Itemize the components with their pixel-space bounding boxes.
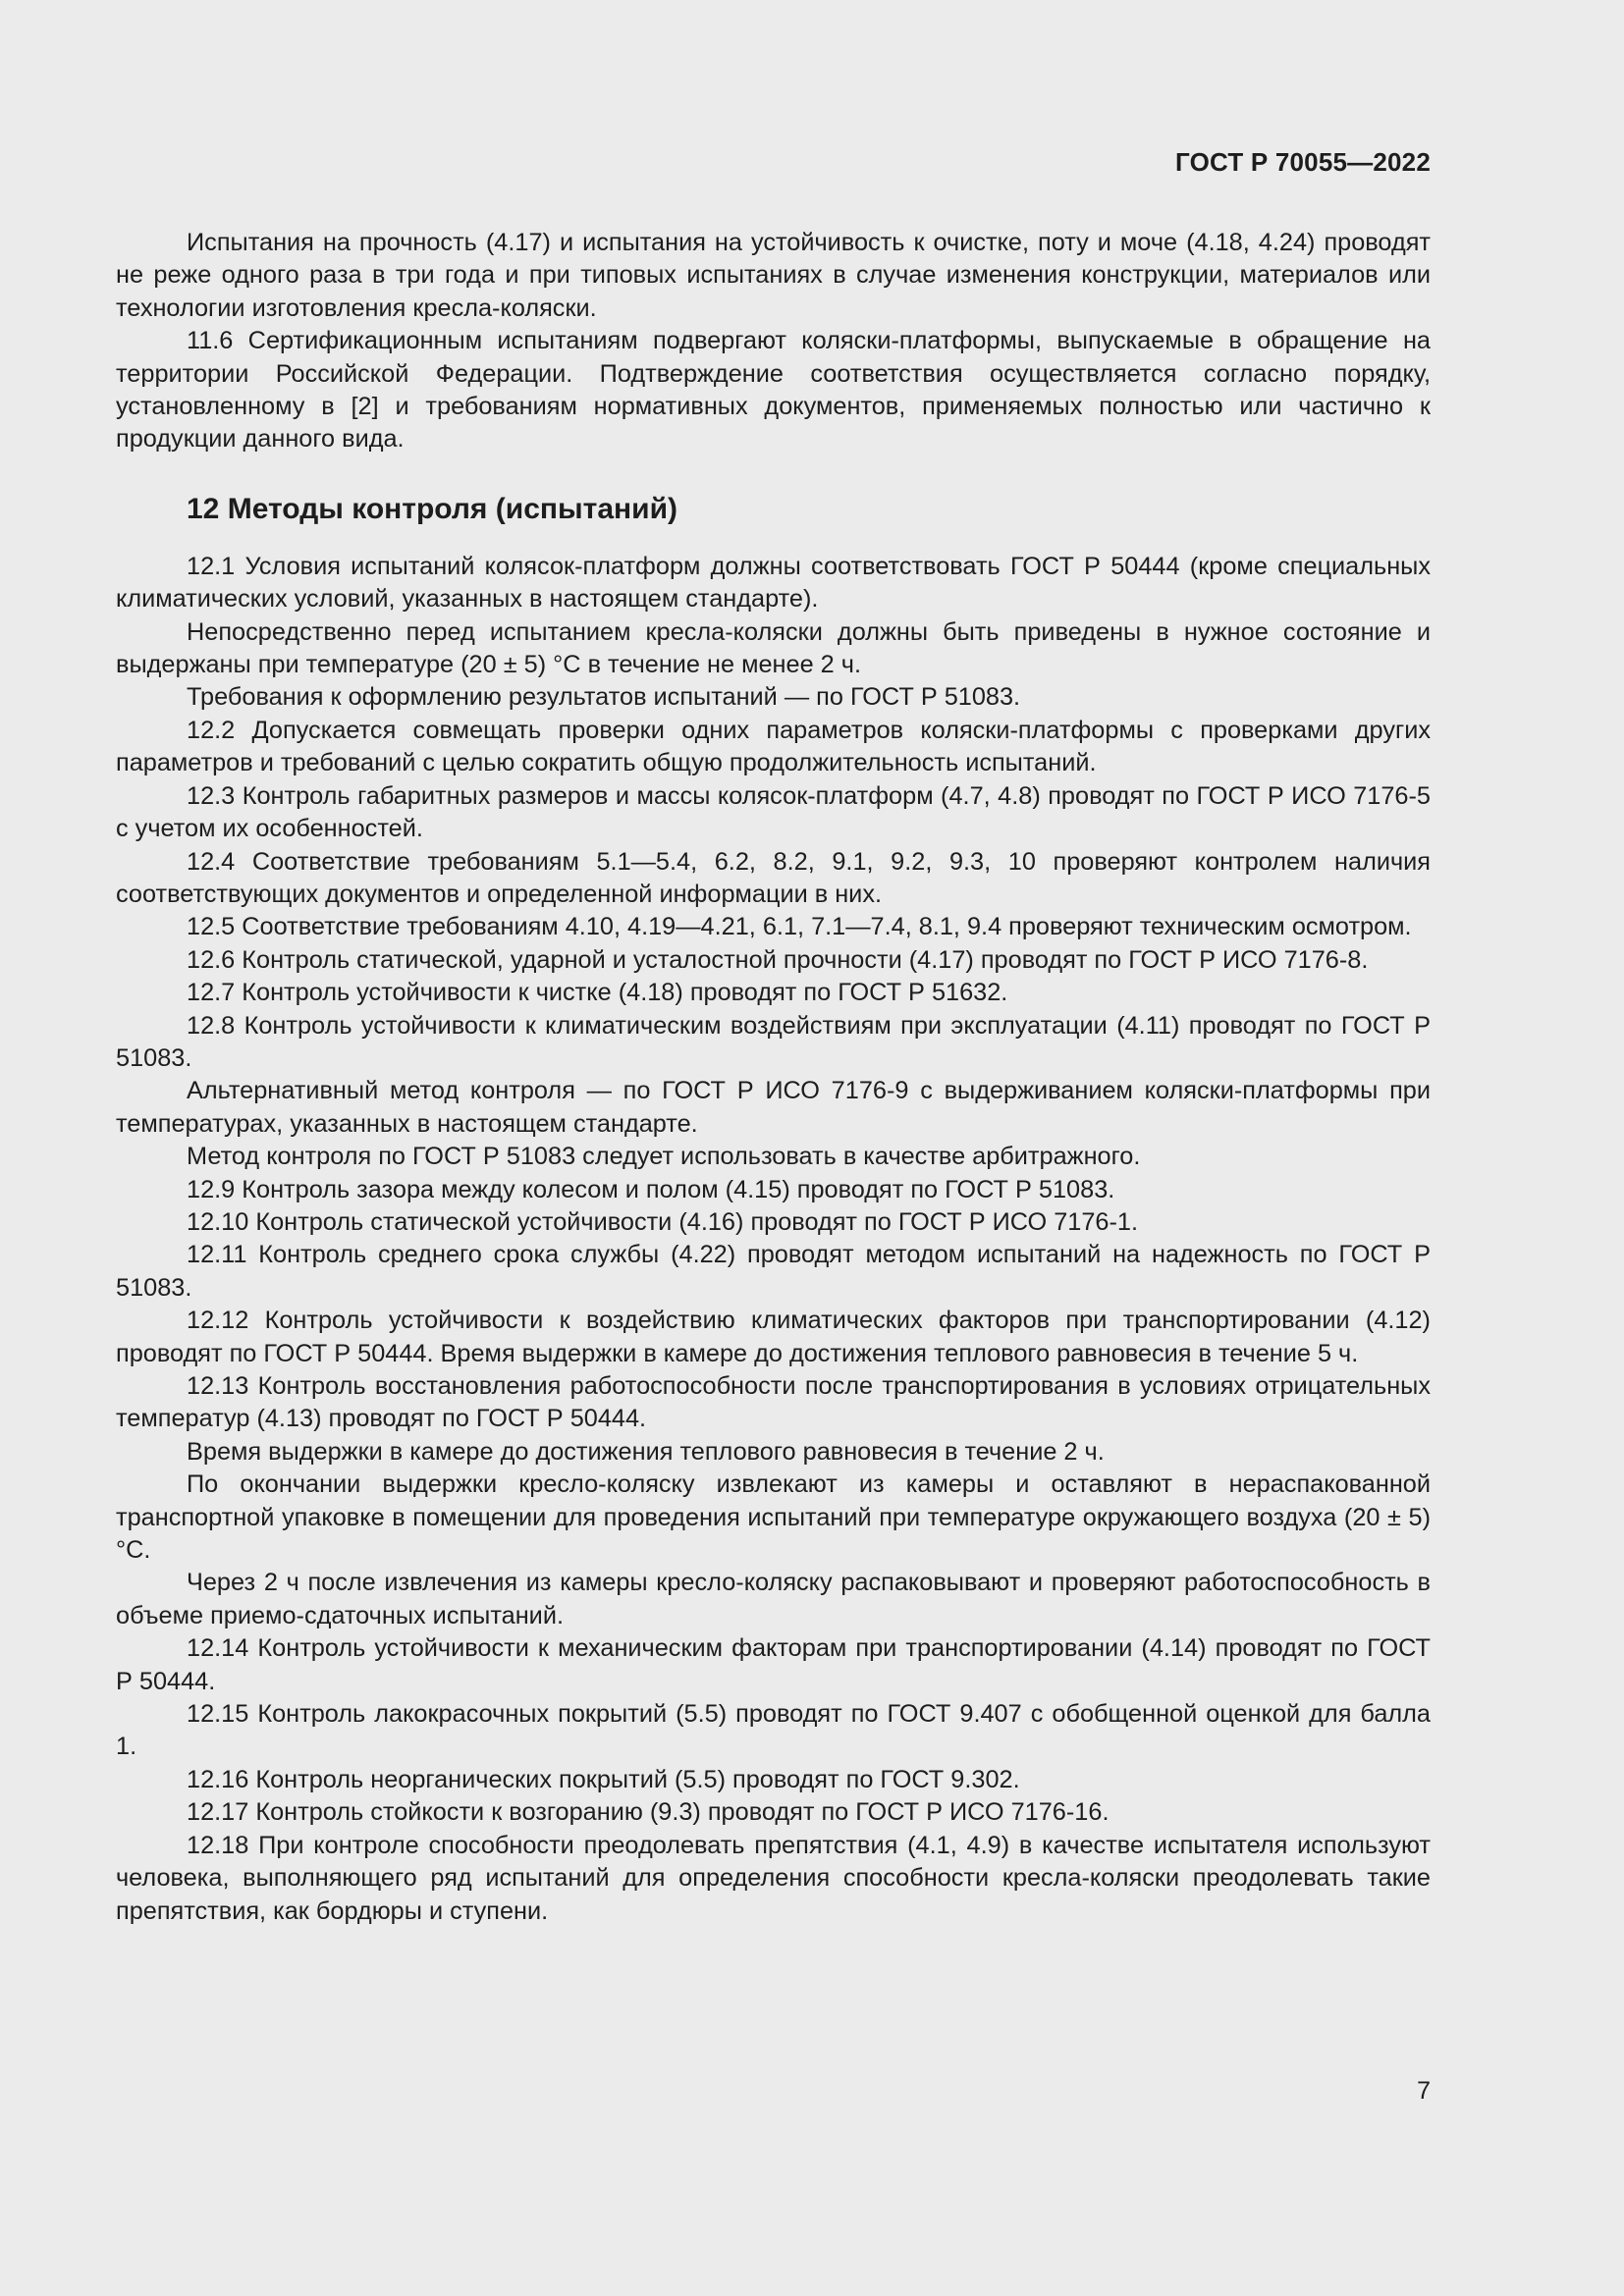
paragraph: Требования к оформлению результатов испытаний — по ГОСТ Р 51083. <box>187 683 1021 712</box>
paragraph: 12.2 Допускается совмещать проверки одних параметров коляски-платформы с проверками других параметров и требований с целью сократить общую продолжительность испытаний. <box>116 716 1431 777</box>
section-heading: 12 Методы контроля (испытаний) <box>187 492 677 525</box>
paragraph: Время выдержки в камере до достижения теплового равновесия в течение 2 ч. <box>187 1437 1105 1466</box>
paragraph: 12.18 При контроле способности преодолевать препятствия (4.1, 4.9) в качестве испытателя используют человека, выполняющего ряд испытаний для определения способности кресла-коляски преодолевать такие препятствия, как бордюры и ступени. <box>116 1831 1431 1925</box>
paragraph: 12.17 Контроль стойкости к возгоранию (9.3) проводят по ГОСТ Р ИСО 7176-16. <box>187 1798 1110 1827</box>
paragraph: 12.12 Контроль устойчивости к воздействию климатических факторов при транспортировании (4.12) проводят по ГОСТ Р 50444. Время выдержки в камере до достижения теплового равновесия в течение 5 ч. <box>116 1307 1431 1367</box>
paragraph: Метод контроля по ГОСТ Р 51083 следует использовать в качестве арбитражного. <box>187 1143 1141 1171</box>
paragraph: Альтернативный метод контроля — по ГОСТ Р ИСО 7176-9 с выдерживанием коляски-платформы при температурах, указанных в настоящем стандарте. <box>116 1077 1431 1138</box>
page-number: 7 <box>1417 2077 1431 2105</box>
paragraph: 12.4 Соответствие требованиям 5.1—5.4, 6.2, 8.2, 9.1, 9.2, 9.3, 10 проверяют контролем наличия соответствующих документов и определенной информации в них. <box>116 847 1431 908</box>
document-page <box>116 0 1431 2296</box>
paragraph: 12.13 Контроль восстановления работоспособности после транспортирования в условиях отрицательных температур (4.13) проводят по ГОСТ Р 50444. <box>116 1372 1431 1433</box>
paragraph: 12.1 Условия испытаний колясок-платформ должны соответствовать ГОСТ Р 50444 (кроме специальных климатических условий, указанных в настоящем стандарте). <box>116 552 1431 614</box>
paragraph: 12.7 Контроль устойчивости к чистке (4.18) проводят по ГОСТ Р 51632. <box>187 979 1008 1007</box>
paragraph: 12.8 Контроль устойчивости к климатическим воздействиям при эксплуатации (4.11) проводят по ГОСТ Р 51083. <box>116 1011 1431 1072</box>
paragraph: 12.9 Контроль зазора между колесом и полом (4.15) проводят по ГОСТ Р 51083. <box>187 1175 1115 1203</box>
paragraph: 12.5 Соответствие требованиям 4.10, 4.19—4.21, 6.1, 7.1—7.4, 8.1, 9.4 проверяют техническим осмотром. <box>187 913 1412 941</box>
paragraph: 12.10 Контроль статической устойчивости (4.16) проводят по ГОСТ Р ИСО 7176-1. <box>187 1207 1138 1236</box>
paragraph: 12.15 Контроль лакокрасочных покрытий (5.5) проводят по ГОСТ 9.407 с обобщенной оценкой для балла 1. <box>116 1700 1431 1761</box>
paragraph: По окончании выдержки кресло-коляску извлекают из камеры и оставляют в нераспакованной транспортной упаковке в помещении для проведения испытаний при температуре окружающего воздуха (20 ± 5) °С. <box>116 1470 1431 1565</box>
paragraph: 12.14 Контроль устойчивости к механическим факторам при транспортировании (4.14) проводят по ГОСТ Р 50444. <box>116 1634 1431 1695</box>
document-code-header: ГОСТ Р 70055—2022 <box>1175 147 1431 177</box>
paragraph: Непосредственно перед испытанием кресла-коляски должны быть приведены в нужное состояние и выдержаны при температуре (20 ± 5) °С в течение не менее 2 ч. <box>116 617 1431 679</box>
paragraph: 12.3 Контроль габаритных размеров и массы колясок-платформ (4.7, 4.8) проводят по ГОСТ Р ИСО 7176-5 с учетом их особенностей. <box>116 781 1431 843</box>
paragraph: Испытания на прочность (4.17) и испытания на устойчивость к очистке, поту и моче (4.18, 4.24) проводят не реже одного раза в три года и при типовых испытаниях в случае изменения конструкции, материалов или технологии изготовления кресла-коляски. <box>116 229 1431 322</box>
paragraph: 12.6 Контроль статической, ударной и усталостной прочности (4.17) проводят по ГОСТ Р ИСО 7176-8. <box>187 945 1369 974</box>
document-body <box>116 227 1431 1928</box>
paragraph: 11.6 Сертификационным испытаниям подвергают коляски-платформы, выпускаемые в обращение на территории Российской Федерации. Подтверждение соответствия осуществляется согласно порядку, установленному в [2] и требованиям нормативных документов, применяемых полностью или частично к продукции данного вида. <box>116 327 1431 454</box>
paragraph: 12.16 Контроль неорганических покрытий (5.5) проводят по ГОСТ 9.302. <box>187 1765 1020 1793</box>
paragraph: Через 2 ч после извлечения из камеры кресло-коляску распаковывают и проверяют работоспособность в объеме приемо-сдаточных испытаний. <box>116 1569 1431 1629</box>
paragraph: 12.11 Контроль среднего срока службы (4.22) проводят методом испытаний на надежность по ГОСТ Р 51083. <box>116 1241 1431 1302</box>
